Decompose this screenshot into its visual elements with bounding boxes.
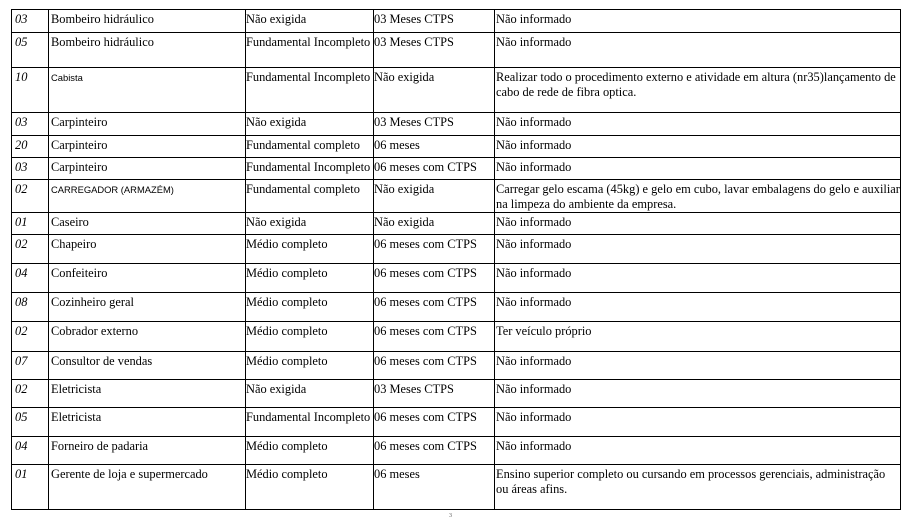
table-row bbox=[12, 293, 901, 322]
table-row bbox=[12, 408, 901, 437]
education-level: Fundamental Incompleto bbox=[246, 33, 374, 68]
vacancy-count: 01 bbox=[12, 465, 49, 510]
experience-required: 03 Meses CTPS bbox=[374, 380, 495, 408]
education-level: Médio completo bbox=[246, 465, 374, 510]
table-row bbox=[12, 352, 901, 380]
experience-required: 06 meses bbox=[374, 136, 495, 158]
vacancy-count: 02 bbox=[12, 235, 49, 264]
table-row bbox=[12, 213, 901, 235]
job-title: Chapeiro bbox=[49, 235, 246, 264]
education-level: Médio completo bbox=[246, 235, 374, 264]
experience-required: 06 meses bbox=[374, 465, 495, 510]
table-row bbox=[12, 10, 901, 33]
experience-required: 03 Meses CTPS bbox=[374, 33, 495, 68]
table-row bbox=[12, 437, 901, 465]
education-level: Médio completo bbox=[246, 437, 374, 465]
vacancy-count: 10 bbox=[12, 68, 49, 113]
experience-required: 03 Meses CTPS bbox=[374, 10, 495, 33]
job-title: Consultor de vendas bbox=[49, 352, 246, 380]
experience-required: Não exigida bbox=[374, 213, 495, 235]
job-requirements: Ensino superior completo ou cursando em processos gerenciais, administração ou áreas afins. bbox=[495, 465, 901, 510]
education-level: Médio completo bbox=[246, 352, 374, 380]
experience-required: 06 meses com CTPS bbox=[374, 264, 495, 293]
education-level: Não exigida bbox=[246, 113, 374, 136]
table-row bbox=[12, 158, 901, 180]
job-requirements: Realizar todo o procedimento externo e atividade em altura (nr35)lançamento de cabo de rede de fibra optica. bbox=[495, 68, 901, 113]
job-title: Caseiro bbox=[49, 213, 246, 235]
vacancy-count: 08 bbox=[12, 293, 49, 322]
education-level: Fundamental Incompleto bbox=[246, 68, 374, 113]
education-level: Fundamental completo bbox=[246, 180, 374, 213]
page-number: 3 bbox=[449, 513, 452, 519]
vacancy-count: 04 bbox=[12, 264, 49, 293]
job-title: Carpinteiro bbox=[49, 136, 246, 158]
job-requirements: Não informado bbox=[495, 264, 901, 293]
job-requirements: Não informado bbox=[495, 136, 901, 158]
job-requirements: Não informado bbox=[495, 213, 901, 235]
job-title: Cozinheiro geral bbox=[49, 293, 246, 322]
experience-required: 06 meses com CTPS bbox=[374, 352, 495, 380]
job-requirements: Não informado bbox=[495, 380, 901, 408]
education-level: Não exigida bbox=[246, 380, 374, 408]
job-requirements: Não informado bbox=[495, 10, 901, 33]
job-title: Eletricista bbox=[49, 408, 246, 437]
education-level: Fundamental completo bbox=[246, 136, 374, 158]
table-row bbox=[12, 136, 901, 158]
experience-required: 06 meses com CTPS bbox=[374, 437, 495, 465]
job-title: Eletricista bbox=[49, 380, 246, 408]
experience-required: 06 meses com CTPS bbox=[374, 158, 495, 180]
job-requirements: Ter veículo próprio bbox=[495, 322, 901, 352]
job-requirements: Não informado bbox=[495, 235, 901, 264]
job-requirements: Não informado bbox=[495, 113, 901, 136]
table-row bbox=[12, 264, 901, 293]
vacancy-count: 03 bbox=[12, 10, 49, 33]
experience-required: 06 meses com CTPS bbox=[374, 322, 495, 352]
vacancy-count: 07 bbox=[12, 352, 49, 380]
table-row bbox=[12, 235, 901, 264]
job-title: Bombeiro hidráulico bbox=[49, 33, 246, 68]
vacancy-count: 04 bbox=[12, 437, 49, 465]
table-row bbox=[12, 180, 901, 213]
job-requirements: Carregar gelo escama (45kg) e gelo em cubo, lavar embalagens do gelo e auxiliar na limpeza do ambiente da empresa. bbox=[495, 180, 901, 213]
vacancy-count: 01 bbox=[12, 213, 49, 235]
job-title: Confeiteiro bbox=[49, 264, 246, 293]
table-row bbox=[12, 322, 901, 352]
job-requirements: Não informado bbox=[495, 33, 901, 68]
education-level: Não exigida bbox=[246, 213, 374, 235]
table-row bbox=[12, 33, 901, 68]
vacancy-count: 05 bbox=[12, 33, 49, 68]
job-title: Carpinteiro bbox=[49, 158, 246, 180]
experience-required: 06 meses com CTPS bbox=[374, 408, 495, 437]
table-row bbox=[12, 113, 901, 136]
vacancy-count: 02 bbox=[12, 322, 49, 352]
job-requirements: Não informado bbox=[495, 408, 901, 437]
education-level: Não exigida bbox=[246, 10, 374, 33]
vacancy-count: 20 bbox=[12, 136, 49, 158]
education-level: Médio completo bbox=[246, 322, 374, 352]
vacancy-count: 03 bbox=[12, 113, 49, 136]
education-level: Fundamental Incompleto bbox=[246, 158, 374, 180]
job-vacancies-table bbox=[11, 9, 901, 510]
job-title: CARREGADOR (ARMAZÉM) bbox=[49, 180, 246, 213]
experience-required: Não exigida bbox=[374, 180, 495, 213]
table-row bbox=[12, 465, 901, 510]
job-title: Cabista bbox=[49, 68, 246, 113]
vacancy-count: 02 bbox=[12, 380, 49, 408]
job-title: Forneiro de padaria bbox=[49, 437, 246, 465]
job-requirements: Não informado bbox=[495, 437, 901, 465]
job-requirements: Não informado bbox=[495, 293, 901, 322]
job-title: Bombeiro hidráulico bbox=[49, 10, 246, 33]
education-level: Médio completo bbox=[246, 264, 374, 293]
job-requirements: Não informado bbox=[495, 158, 901, 180]
experience-required: 06 meses com CTPS bbox=[374, 235, 495, 264]
job-title: Gerente de loja e supermercado bbox=[49, 465, 246, 510]
job-title: Carpinteiro bbox=[49, 113, 246, 136]
education-level: Médio completo bbox=[246, 293, 374, 322]
job-title: Cobrador externo bbox=[49, 322, 246, 352]
vacancy-count: 05 bbox=[12, 408, 49, 437]
table-row bbox=[12, 68, 901, 113]
vacancy-count: 02 bbox=[12, 180, 49, 213]
experience-required: Não exigida bbox=[374, 68, 495, 113]
job-requirements: Não informado bbox=[495, 352, 901, 380]
experience-required: 03 Meses CTPS bbox=[374, 113, 495, 136]
vacancy-count: 03 bbox=[12, 158, 49, 180]
experience-required: 06 meses com CTPS bbox=[374, 293, 495, 322]
education-level: Fundamental Incompleto bbox=[246, 408, 374, 437]
table-row bbox=[12, 380, 901, 408]
